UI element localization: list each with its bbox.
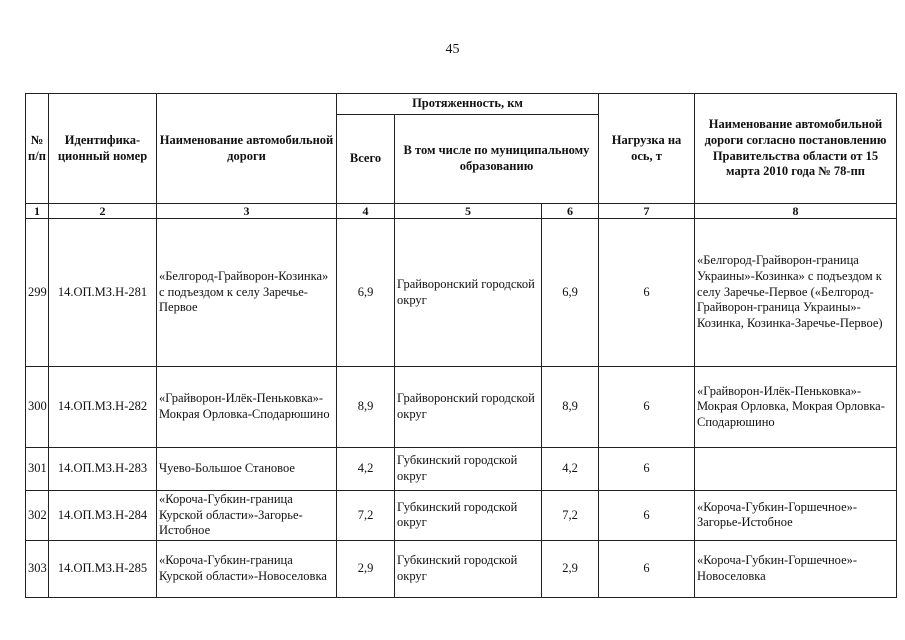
column-number: 8 [695, 204, 897, 219]
table-row [26, 540, 897, 597]
column-number: 5 [395, 204, 542, 219]
row-municipality: Грайворонский городской округ [395, 219, 542, 367]
row-municipality: Губкинский городской округ [395, 540, 542, 597]
row-axle-load: 6 [599, 219, 695, 367]
row-total: 6,9 [337, 219, 395, 367]
row-municipality: Грайворонский городской округ [395, 367, 542, 448]
row-municipality: Губкинский городской округ [395, 448, 542, 491]
column-number: 3 [157, 204, 337, 219]
row-road-name: «Короча-Губкин-граница Курской области»-Новоселовка [157, 540, 337, 597]
header-decree-name: Наименование автомобильной дороги согласно постановлению Правительства области от 15 марта 2010 года № 78-пп [695, 94, 897, 204]
page-number: 45 [445, 42, 460, 57]
header-length-group: Протяженность, км [337, 94, 599, 115]
row-id: 14.ОП.МЗ.Н-285 [49, 540, 157, 597]
row-total: 8,9 [337, 367, 395, 448]
row-total: 2,9 [337, 540, 395, 597]
header-num: № п/п [26, 94, 49, 204]
row-decree-name: «Короча-Губкин-Горшечное»-Загорье-Истобное [695, 491, 897, 541]
row-decree-name [695, 448, 897, 491]
table-row [26, 491, 897, 541]
row-axle-load: 6 [599, 540, 695, 597]
row-num: 299 [26, 219, 49, 367]
row-road-name: «Грайворон-Илёк-Пеньковка»-Мокрая Орловка-Сподарюшино [157, 367, 337, 448]
column-number: 2 [49, 204, 157, 219]
row-total: 7,2 [337, 491, 395, 541]
column-number: 4 [337, 204, 395, 219]
row-axle-load: 6 [599, 367, 695, 448]
column-number: 6 [542, 204, 599, 219]
row-municipal-km: 2,9 [542, 540, 599, 597]
column-number: 1 [26, 204, 49, 219]
header-road-name: Наименование автомобильной дороги [157, 94, 337, 204]
row-id: 14.ОП.МЗ.Н-281 [49, 219, 157, 367]
roads-table [25, 93, 897, 598]
column-number: 7 [599, 204, 695, 219]
row-road-name: Чуево-Большое Становое [157, 448, 337, 491]
header-axle-load: Нагрузка на ось, т [599, 94, 695, 204]
row-total: 4,2 [337, 448, 395, 491]
row-municipality: Губкинский городской округ [395, 491, 542, 541]
header-ident: Идентифика-ционный номер [49, 94, 157, 204]
row-num: 302 [26, 491, 49, 541]
row-num: 303 [26, 540, 49, 597]
table-row [26, 448, 897, 491]
row-road-name: «Белгород-Грайворон-Козинка» с подъездом к селу Заречье-Первое [157, 219, 337, 367]
row-num: 300 [26, 367, 49, 448]
table-row [26, 367, 897, 448]
row-axle-load: 6 [599, 491, 695, 541]
row-decree-name: «Грайворон-Илёк-Пеньковка»-Мокрая Орловка, Мокрая Орловка-Сподарюшино [695, 367, 897, 448]
header-municipal: В том числе по муниципальному образованию [395, 115, 599, 204]
row-municipal-km: 6,9 [542, 219, 599, 367]
row-id: 14.ОП.МЗ.Н-283 [49, 448, 157, 491]
table-row [26, 219, 897, 367]
row-id: 14.ОП.МЗ.Н-284 [49, 491, 157, 541]
row-municipal-km: 8,9 [542, 367, 599, 448]
row-axle-load: 6 [599, 448, 695, 491]
header-row-1 [26, 94, 897, 115]
row-decree-name: «Белгород-Грайворон-граница Украины»-Козинка» с подъездом к селу Заречье-Первое («Белгород-Грайворон-граница Украины»-Козинка, Козинка-Заречье-Первое) [695, 219, 897, 367]
row-num: 301 [26, 448, 49, 491]
row-id: 14.ОП.МЗ.Н-282 [49, 367, 157, 448]
header-total: Всего [337, 115, 395, 204]
row-municipal-km: 7,2 [542, 491, 599, 541]
row-road-name: «Короча-Губкин-граница Курской области»-Загорье-Истобное [157, 491, 337, 541]
column-number-row [26, 204, 897, 219]
row-municipal-km: 4,2 [542, 448, 599, 491]
row-decree-name: «Короча-Губкин-Горшечное»-Новоселовка [695, 540, 897, 597]
